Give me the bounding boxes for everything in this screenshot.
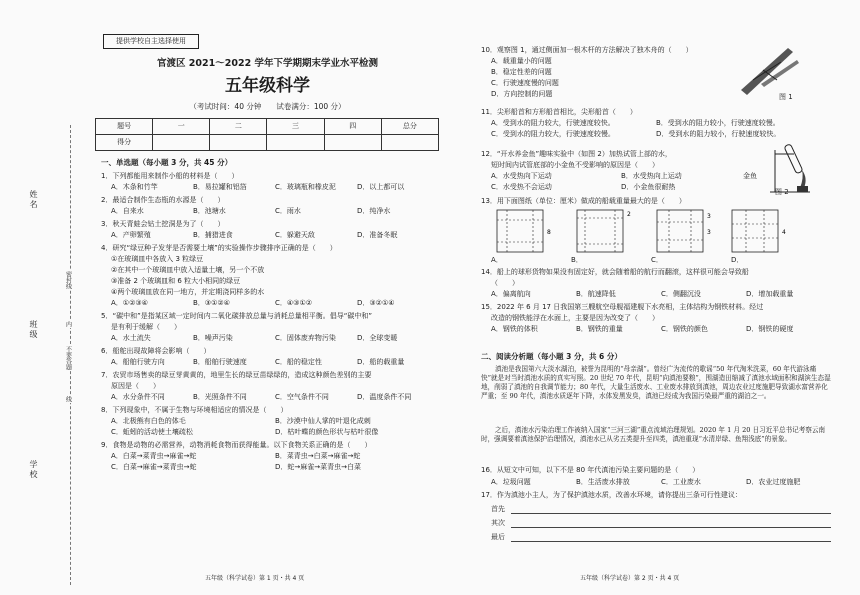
option-row [491, 130, 821, 139]
answer-option[interactable]: D．方向控制的问题 [491, 90, 553, 98]
answer-option[interactable]: B．捕猎进食 [193, 231, 233, 239]
experiment-step: ③准备 2 个玻璃皿和 6 粒大小相同的绿豆 [111, 277, 241, 285]
answer-option[interactable]: D．船的载重量 [357, 358, 405, 366]
answer-option[interactable]: A．木条和竹竿 [111, 183, 158, 191]
template-d-label: 4 [782, 229, 786, 236]
answer-option[interactable]: C．白菜→麻雀→菜青虫→蛇 [111, 463, 197, 471]
score-blank[interactable] [324, 135, 381, 151]
option-row [491, 90, 731, 99]
answer-option[interactable]: A．产卵繁殖 [111, 231, 151, 239]
answer-option[interactable]: C．受到水的阻力较大，行驶速度较慢。 [491, 130, 615, 138]
reading-passage-1: 滇池是我国第六大淡水湖泊，被誉为昆明的“母亲湖”。曾经广为流传的歌谣“50 年代淘米洗菜，60 年代游泳痛快”就是对当时滇池水质的真实写照。20 世纪 70 年代，昆明“向滇池要粮”，围湖造田缩减了滇池水域面积和湖滨生态湿地，削弱了滇池的自我调节能力；80 年代，大量生活废水、工业废水排放到滇池，周边农业过度施肥导致湖水富营养化严重；至 90 年代，滇池水质逐年下降，水体发黑发臭，滇池已经成为我国污染最严重的湖泊之一。 [481, 365, 831, 401]
score-value-row [96, 135, 439, 151]
figure-1-caption: 图 1 [779, 93, 793, 101]
option-row [491, 172, 751, 181]
question-stem-continued: 是有利于缓解（ ） [111, 323, 181, 331]
q16-option[interactable]: C．工业废水 [661, 478, 701, 486]
experiment-step: ①在玻璃皿中各放入 3 粒绿豆 [111, 255, 204, 263]
answer-option[interactable]: A． [491, 256, 503, 264]
answer-option[interactable]: D．受到水的阻力较小，行驶速度较快。 [656, 130, 781, 138]
score-cell: 二 [210, 119, 267, 135]
question-stem: 1．下列都能用来制作小船的材料是（ ） [101, 172, 239, 180]
answer-option[interactable]: A．偏离航向 [491, 290, 531, 298]
answer-option[interactable]: A．北极熊有白色的体毛 [111, 417, 186, 425]
q16-stem: 16．从短文中可知，以下不是 80 年代滇池污染主要问题的是（ ） [481, 466, 700, 474]
answer-option[interactable]: D．小金鱼很耐热 [621, 183, 676, 191]
answer-option[interactable]: C． [651, 256, 663, 264]
exam-title: 官渡区 2021～2022 学年下学期期末学业水平检测 [157, 58, 378, 69]
question-stem: 14．船上的球形货物如果没有固定好，就会随着船的航行而翻滚，这样很可能会导致船 [481, 268, 749, 276]
subject-title: 五年级科学 [225, 76, 310, 96]
class-label: 班级 [29, 320, 38, 340]
answer-option[interactable]: C．④③①② [275, 299, 312, 307]
score-cell: 三 [267, 119, 324, 135]
answer-option[interactable]: B．光照条件不同 [193, 393, 247, 401]
option-row [111, 334, 439, 343]
question-stem: 3．秋天青蛙会钻土挖洞是为了（ ） [101, 220, 225, 228]
answer-option[interactable]: D．纯净水 [357, 207, 391, 215]
question-stem: 5．“碳中和”是指某区域一定时间内二氧化碳排放总量与消耗总量相平衡。倡导“碳中和” [101, 312, 372, 320]
experiment-step: ②在其中一个玻璃皿中放入适量土壤，另一个不放 [111, 266, 265, 274]
q17-stem: 17．作为滇池小主人，为了保护滇池水质，改善水环境，请你提出三条可行性建议： [481, 491, 742, 499]
answer-option[interactable]: D．以上都可以 [357, 183, 405, 191]
option-row [491, 290, 831, 299]
option-row [111, 463, 439, 472]
answer-option[interactable]: C．行驶速度慢的问题 [491, 79, 559, 87]
test-tube-figure [760, 140, 820, 195]
template-c-label-2: 3 [707, 229, 711, 236]
template-b [575, 208, 635, 254]
answer-option[interactable]: A．载重量小的问题 [491, 57, 552, 65]
answer-option[interactable]: A．①②③④ [111, 299, 148, 307]
question-stem: 15．2022 年 6 月 17 日我国第三艘航空母舰福建舰下水亮相，主体结构为钢铁材料。经过 [481, 303, 764, 311]
answer-option[interactable]: C．蚯蚓的活动使土壤疏松 [111, 428, 193, 436]
q16-option[interactable]: A．垃圾问题 [491, 478, 531, 486]
q16-options [491, 478, 831, 487]
question-stem: 9．食物是动物的必需营养，动物消耗食物而获得能量。以下食物关系正确的是（ ） [101, 441, 372, 449]
q16-option[interactable]: B．生活废水排放 [576, 478, 630, 486]
score-cell: 一 [153, 119, 210, 135]
answer-option[interactable]: D．增加载重量 [746, 290, 794, 298]
answer-option[interactable]: B．航速降低 [576, 290, 616, 298]
score-blank[interactable] [381, 135, 438, 151]
answer-option[interactable]: D．枯叶蝶的颜色形状与枯叶很像 [275, 428, 379, 436]
line-label: 线 [64, 396, 72, 402]
option-row [111, 299, 439, 308]
page-1-footer: 五年级（科学试卷）第 1 页・共 4 页 [205, 575, 305, 582]
answer-option[interactable]: D．准备冬眠 [357, 231, 398, 239]
score-cell: 四 [324, 119, 381, 135]
q17-answer-line-2[interactable] [511, 527, 831, 528]
answer-option[interactable]: A．钢铁的体积 [491, 325, 538, 333]
question-stem: 10．观察图 1，通过侧面加一根木杆的方法解决了独木舟的（ ） [481, 46, 693, 54]
answer-option[interactable]: C．侧翻沉没 [661, 290, 701, 298]
option-row [491, 183, 751, 192]
answer-option[interactable]: B．③①②④ [193, 299, 230, 307]
reading-passage-2: 之后，滇池水污染治理工作被纳入国家“三河三湖”重点流域治理规划。2020 年 1 月 20 日习近平总书记考察云南时，强调要着滇池保护治理情况，滇池水已从劣五类提升至四类，滇池重现“水清岸绿、鱼翔浅底”的景象。 [481, 426, 826, 444]
question-stem-continued: 改造的钢铁能浮在水面上，主要是因为改变了（ ） [491, 314, 659, 322]
template-a [495, 208, 555, 254]
score-cell: 总分 [381, 119, 438, 135]
answer-option[interactable]: C．钢铁的颜色 [661, 325, 708, 333]
q17-last-label: 最后 [491, 533, 505, 541]
answer-option[interactable]: B．噪声污染 [193, 334, 233, 342]
answer-option[interactable]: B． [571, 256, 583, 264]
template-a-label: 8 [547, 229, 551, 236]
q17-first-label: 首先 [491, 505, 505, 513]
answer-option[interactable]: A．船舶行驶方向 [111, 358, 165, 366]
answer-option[interactable]: B．沙漠中仙人掌的叶退化成刺 [275, 417, 371, 425]
answer-option[interactable]: D．③②①④ [357, 299, 395, 307]
answer-option[interactable]: A．水受热向下运动 [491, 172, 552, 180]
answer-option[interactable]: B．池塘水 [193, 207, 226, 215]
question-stem: 6．船舵出现故障将会影响（ ） [101, 347, 211, 355]
answer-option[interactable]: A．白菜→菜青虫→麻雀→蛇 [111, 452, 197, 460]
option-row [491, 325, 831, 334]
school-label: 学校 [29, 460, 38, 480]
score-blank[interactable] [210, 135, 267, 151]
answer-option[interactable]: C．固体废弃物污染 [275, 334, 336, 342]
answer-option[interactable]: D．温度条件不同 [357, 393, 412, 401]
answer-option[interactable]: B．菜青虫→白菜→麻雀→蛇 [275, 452, 361, 460]
question-stem: 4．研究“绿豆种子发芽是否需要土壤”的实验操作步骤排序正确的是（ ） [101, 244, 337, 252]
question-stem: 11．尖形船首和方形船首相比，尖形船首（ ） [481, 108, 637, 116]
answer-option[interactable]: A．水分条件不同 [111, 393, 165, 401]
answer-option[interactable]: C．雨水 [275, 207, 301, 215]
template-c [655, 208, 715, 254]
answer-option[interactable]: D．钢铁的硬度 [746, 325, 794, 333]
question-stem: 7．农贸市场售卖的绿豆芽黄黄的，地里生长的绿豆苗绿绿的，造成这种颜色差别的主要 [101, 371, 372, 379]
answer-option[interactable]: A．水土流失 [111, 334, 151, 342]
score-cell: 得分 [96, 135, 153, 151]
answer-option[interactable]: C．躲避天敌 [275, 231, 315, 239]
answer-option[interactable]: C．玻璃瓶和橡皮泥 [275, 183, 336, 191]
goldfish-label: 金鱼 [743, 172, 757, 180]
option-row [111, 231, 439, 240]
answer-option[interactable]: D． [731, 256, 744, 264]
question-stem: 8．下列现象中，不属于生物与环境相适应的情况是（ ） [101, 406, 288, 414]
q17-second-label: 其次 [491, 519, 505, 527]
answer-option[interactable]: B．船舶行驶速度 [193, 358, 247, 366]
q17-answer-line-1[interactable] [511, 513, 831, 514]
template-b-label: 2 [627, 211, 631, 218]
answer-option[interactable]: B．易拉罐和铝箔 [193, 183, 247, 191]
inside-label: 内 [64, 321, 72, 327]
score-blank[interactable] [267, 135, 324, 151]
question-stem: 2．最适合制作生态瓶的水源是（ ） [101, 196, 225, 204]
score-blank[interactable] [153, 135, 210, 151]
section-1-heading: 一、单选题（每小题 3 分，共 45 分） [101, 158, 233, 167]
option-row [111, 207, 439, 216]
answer-option[interactable]: D．蛇→麻雀→菜青虫→白菜 [275, 463, 361, 471]
answer-option[interactable]: C．船的稳定性 [275, 358, 322, 366]
question-stem-continued: 短时间内试管底部的小金鱼不受影响的原因是（ ） [491, 161, 659, 169]
score-table [95, 118, 439, 151]
answer-option[interactable]: B．受到水的阻力较小，行驶速度较慢。 [656, 119, 780, 127]
answer-option[interactable]: C．空气条件不同 [275, 393, 329, 401]
q17-answer-line-3[interactable] [511, 541, 831, 542]
option-row [491, 256, 811, 265]
option-row [491, 57, 731, 66]
template-c-label: 3 [707, 213, 711, 220]
answer-option[interactable]: A．受到水的阻力较大，行驶速度较快。 [491, 119, 615, 127]
question-stem: 12．“开水养金鱼”趣味实验中（如图 2）加热试管上部的水， [481, 150, 672, 158]
seal-label: 密封线 [64, 271, 72, 289]
figure-2-caption: 图 2 [775, 188, 789, 196]
answer-option[interactable]: C．水受热不会运动 [491, 183, 552, 191]
page-2 [475, 0, 840, 595]
option-row [111, 417, 439, 426]
q16-option[interactable]: D．农业过度施肥 [746, 478, 801, 486]
option-row [111, 452, 439, 461]
score-cell: 题号 [96, 119, 153, 135]
answer-option[interactable]: A．自来水 [111, 207, 144, 215]
section-2-heading: 二、阅读分析题（每小题 3 分，共 6 分） [481, 352, 622, 361]
answer-option[interactable]: D．全球变暖 [357, 334, 398, 342]
option-row [491, 119, 821, 128]
answer-option[interactable]: B．水受热向上运动 [621, 172, 682, 180]
answer-option[interactable]: B．稳定性差的问题 [491, 68, 552, 76]
template-d [730, 208, 790, 254]
binding-margin [20, 150, 60, 570]
page-1 [95, 0, 440, 595]
option-row [111, 358, 439, 367]
option-row [491, 79, 731, 88]
school-use-stamp: 提供学校自主选择使用 [103, 34, 199, 49]
option-row [111, 393, 439, 402]
question-stem-continued: （ ） [491, 279, 519, 287]
question-stem-continued: 原因是（ ） [111, 382, 160, 390]
page-2-footer: 五年级（科学试卷）第 2 页・共 4 页 [580, 575, 680, 582]
option-row [491, 68, 731, 77]
question-stem: 13．用下面图纸（单位：厘米）做成的船载重量最大的是（ ） [481, 197, 686, 205]
no-answer-label: 不要答题 [64, 346, 72, 370]
exam-info: （考试时间：40 分钟 试卷满分：100 分） [189, 102, 346, 111]
name-label: 姓名 [29, 190, 38, 210]
option-row [111, 428, 439, 437]
option-row [111, 183, 439, 192]
answer-option[interactable]: B．钢铁的重量 [576, 325, 623, 333]
experiment-step: ④两个玻璃皿放在同一地方，并定期浇同样多的水 [111, 288, 265, 296]
canoe-figure [733, 40, 803, 100]
score-header-row [96, 119, 439, 135]
